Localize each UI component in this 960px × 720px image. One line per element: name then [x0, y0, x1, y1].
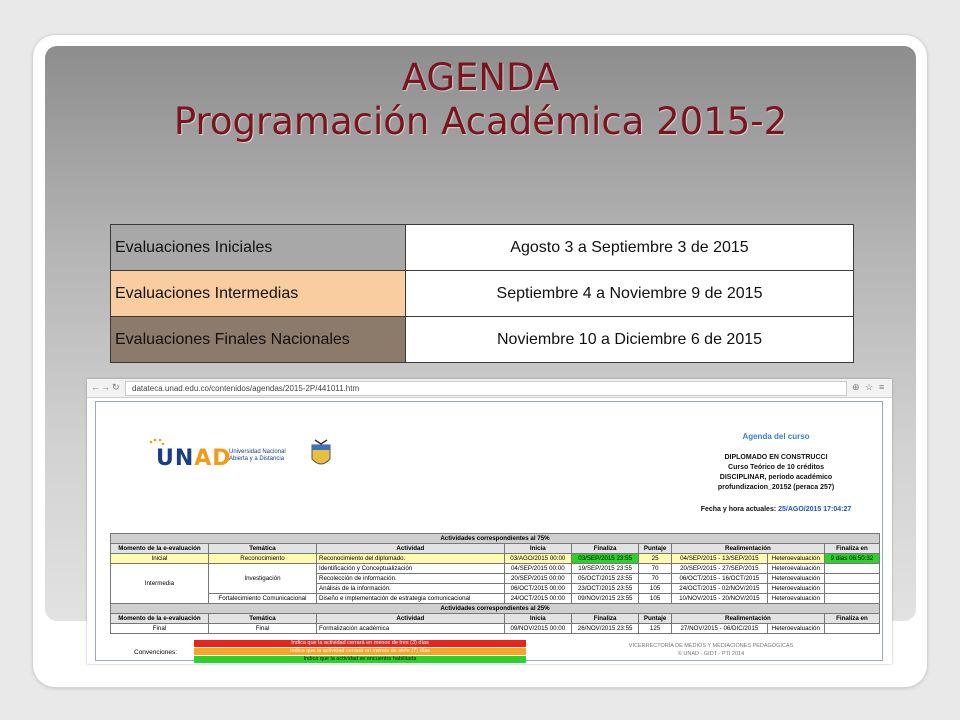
schedule-row — [111, 271, 854, 317]
table-row: Intermedia Investigación Identificación y Conceptualización 04/SEP/2015 00:00 19/SEP/2015 23:55 70 20/SEP/2015 - 27/SEP/2015 Heteroevaluación — [111, 564, 880, 574]
schedule-dates: Agosto 3 a Septiembre 3 de 2015 — [406, 225, 854, 271]
back-arrow-icon[interactable]: ← — [91, 382, 100, 392]
address-bar-url: datateca.unad.edu.co/contenidos/agendas/2015-2P/441011.htm — [132, 384, 360, 393]
colombia-shield-icon — [308, 439, 334, 471]
schedule-name: Evaluaciones Finales Nacionales — [111, 317, 406, 363]
schedule-row — [111, 225, 854, 271]
course-line: DISCIPLINAR, período académico — [719, 474, 833, 481]
schedule-row — [111, 317, 854, 363]
legend-green: Indica que la actividad se encuentra habilitada — [194, 656, 526, 663]
table-row: Inicial Reconocimiento Reconocimiento del diplomado. 03/AGO/2015 00:00 03/SEP/2015 23:55 25 04/SEP/2015 - 13/SEP/2015 Heteroevaluación 9 días 06:50:32 — [111, 554, 880, 564]
schedule-dates: Septiembre 4 a Noviembre 9 de 2015 — [406, 271, 854, 317]
course-line: profundizacion_20152 (peraca 257) — [717, 484, 835, 491]
legend-orange: Indica que la actividad cerrará en menos de siete (7) días — [194, 648, 526, 655]
schedule-name: Evaluaciones Iniciales — [111, 225, 406, 271]
agenda-table — [110, 533, 880, 634]
browser-toolbar — [87, 379, 892, 398]
reload-icon[interactable]: ↻ — [112, 382, 120, 392]
browser-screenshot — [87, 379, 892, 664]
course-line: DIPLOMADO EN CONSTRUCCI — [724, 454, 828, 461]
unad-logo: UNAD — [156, 446, 232, 471]
agenda-title: Agenda del curso — [742, 432, 810, 441]
address-bar[interactable] — [125, 381, 847, 396]
table-row: Recolección de información. 20/SEP/2015 00:00 05/OCT/2015 23:55 70 06/OCT/2015 - 16/OCT/2015 Heteroevaluación — [111, 574, 880, 584]
forward-arrow-icon[interactable]: → — [101, 382, 110, 392]
star-icon[interactable]: ☆ — [865, 382, 874, 392]
agenda-footer: VICERRECTORÍA DE MEDIOS Y MEDIACIONES PEDAGÓGICAS © UNAD - GIDT - PTI 2014 — [628, 643, 794, 657]
header-row: Momento de la e-evaluación Temática Actividad Inicia Finaliza Puntaje Realimentación Finaliza en — [111, 544, 880, 554]
schedule-name: Evaluaciones Intermedias — [111, 271, 406, 317]
band-75: Actividades correspondientes al 75% — [111, 534, 880, 544]
zoom-icon[interactable]: ⊕ — [852, 382, 860, 392]
agenda-frame — [95, 401, 883, 661]
table-row: Final Final Formalización académica 09/NOV/2015 00:00 26/NOV/2015 23:55 125 27/NOV/2015 - 06/DIC/2015 Heteroevaluación — [111, 624, 880, 634]
table-row: Fortalecimiento Comunicacional Diseño e implementación de estrategia comunicacional 24/OCT/2015 00:00 09/NOV/2015 23:55 105 10/NOV/2015 - 20/NOV/2015 Heteroevaluación — [111, 594, 880, 604]
header-row: Momento de la e-evaluación Temática Actividad Inicia Finaliza Puntaje Realimentación Finaliza en — [111, 614, 880, 624]
title-agenda: AGENDA — [401, 56, 560, 99]
schedule-dates: Noviembre 10 a Diciembre 6 de 2015 — [406, 317, 854, 363]
schedule-table — [110, 224, 854, 363]
menu-icon[interactable]: ≡ — [879, 382, 885, 392]
slide-title — [45, 56, 916, 144]
title-programacion: Programación Académica 2015-2 — [173, 100, 788, 143]
conventions-label: Convenciones: — [134, 649, 177, 656]
unad-logo-text: Universidad Nacional Abierta y a Distancia — [229, 449, 286, 462]
current-datetime: Fecha y hora actuales: 25/AGO/2015 17:04:27 — [700, 506, 852, 513]
course-line: Curso Teórico de 10 créditos — [728, 464, 824, 471]
table-row: Análisis de la información. 06/OCT/2015 00:00 23/OCT/2015 23:55 105 24/OCT/2015 - 02/NOV/2015 Heteroevaluación — [111, 584, 880, 594]
band-25: Actividades correspondientes al 25% — [111, 604, 880, 614]
legend-red: Indica que la actividad cerrará en menos de tres (3) días — [194, 640, 526, 647]
